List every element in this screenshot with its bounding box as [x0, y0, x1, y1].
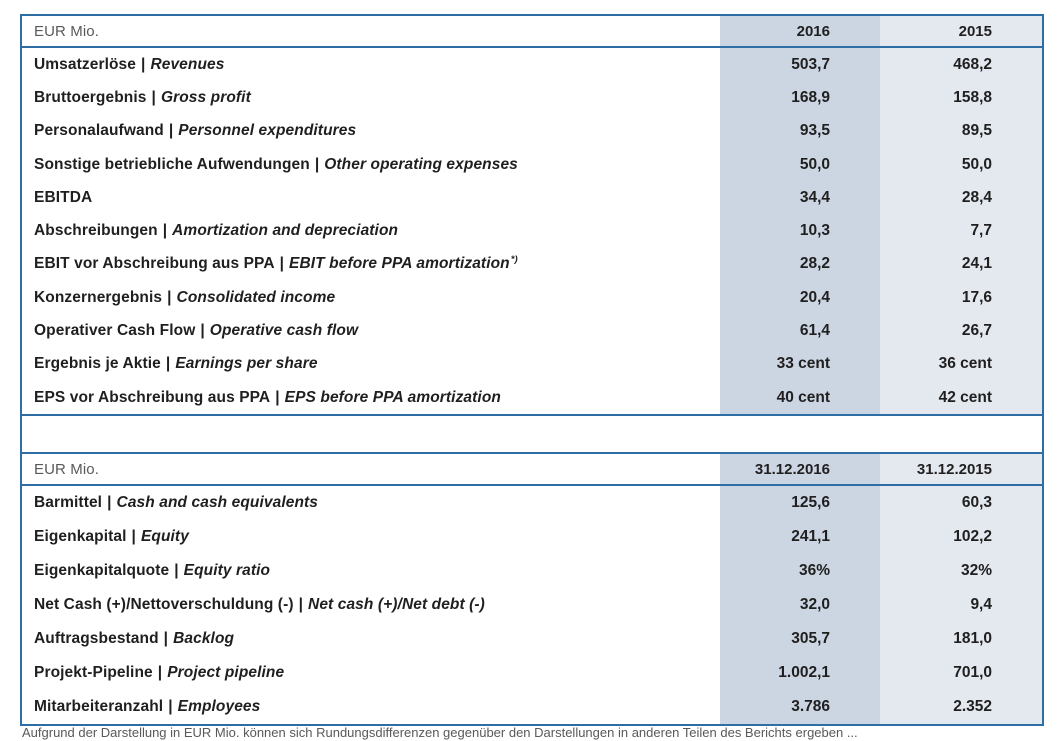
value-2015: 28,4: [880, 181, 1042, 214]
label-separator: |: [141, 55, 146, 73]
label-separator: |: [174, 562, 179, 580]
row-label-de: Eigenkapitalquote: [34, 562, 170, 580]
label-separator: |: [275, 388, 280, 406]
table-row: [22, 281, 1042, 314]
row-label-de: Projekt-Pipeline: [34, 664, 153, 682]
label-separator: |: [162, 222, 168, 240]
rounding-footnote: Aufgrund der Darstellung in EUR Mio. können sich Rundungsdifferenzen gegenüber den Darstellungen in anderen Teilen des Berichts ergeben ...: [22, 725, 858, 740]
value-31122015: 2.352: [880, 690, 1042, 724]
value-2015: 468,2: [880, 48, 1042, 81]
table-spacer-row: [22, 414, 1042, 454]
row-label-en: Amortization and depreciation: [172, 222, 399, 240]
value-2015: 42 cent: [880, 381, 1042, 414]
value-2016: 40 cent: [720, 381, 880, 414]
value-31122015: 9,4: [880, 588, 1042, 622]
label-separator: |: [298, 596, 304, 614]
value-31122016: 241,1: [720, 520, 880, 554]
row-label-en: Cash and cash equivalents: [116, 494, 319, 512]
table-row: [22, 588, 1042, 622]
table2-header-row: [22, 454, 1042, 486]
row-label-en: Equity ratio: [183, 562, 271, 580]
row-label-en: EPS before PPA amortization: [284, 388, 501, 406]
value-31122016: 3.786: [720, 690, 880, 724]
value-31122015: 102,2: [880, 520, 1042, 554]
row-label-en: Project pipeline: [167, 664, 285, 682]
value-2015: 89,5: [880, 115, 1042, 148]
value-2015: 7,7: [880, 214, 1042, 247]
value-2015: 36 cent: [880, 348, 1042, 381]
table-row: [22, 381, 1042, 414]
row-label-de: Barmittel: [34, 494, 103, 512]
table-row: [22, 520, 1042, 554]
value-2015: 17,6: [880, 281, 1042, 314]
table-row: [22, 115, 1042, 148]
value-2016: 34,4: [720, 181, 880, 214]
label-separator: |: [131, 528, 136, 546]
row-label-de: Personalaufwand: [34, 122, 164, 140]
label-separator: |: [163, 630, 169, 648]
table-row: [22, 622, 1042, 656]
table1-unit-label: EUR Mio.: [34, 22, 99, 40]
table1-column-header-2016: 2016: [720, 16, 880, 46]
label-separator: |: [279, 255, 285, 273]
value-2016: 28,2: [720, 248, 880, 281]
table-row: [22, 656, 1042, 690]
table-row: [22, 181, 1042, 214]
row-label-en: Personnel expenditures: [178, 122, 357, 140]
row-label-de: EBIT vor Abschreibung aus PPA: [34, 255, 275, 273]
row-label-de: Sonstige betriebliche Aufwendungen: [34, 155, 310, 173]
value-2016: 503,7: [720, 48, 880, 81]
table2-unit-label: EUR Mio.: [34, 460, 99, 478]
value-31122016: 36%: [720, 554, 880, 588]
table-row: [22, 48, 1042, 81]
label-separator: |: [200, 322, 205, 340]
value-31122015: 701,0: [880, 656, 1042, 690]
table-row: [22, 214, 1042, 247]
row-label-en: Employees: [177, 698, 261, 716]
label-separator: |: [168, 122, 174, 140]
table-row: [22, 486, 1042, 520]
row-label-en: Gross profit: [160, 88, 251, 106]
label-separator: |: [167, 288, 172, 306]
table-row: [22, 690, 1042, 724]
value-2015: 24,1: [880, 248, 1042, 281]
row-label-de: Eigenkapital: [34, 528, 127, 546]
label-separator: |: [168, 698, 173, 716]
value-2016: 10,3: [720, 214, 880, 247]
row-label-en: EBIT before PPA amortization: [289, 255, 510, 273]
table1-column-header-2015: 2015: [880, 16, 1042, 46]
row-label-en: Backlog: [173, 630, 235, 648]
row-label-de: Ergebnis je Aktie: [34, 355, 161, 373]
value-2016: 33 cent: [720, 348, 880, 381]
row-label-en: Other operating expenses: [324, 155, 518, 173]
row-label-de: Umsatzerlöse: [34, 55, 136, 73]
row-label-de: EBITDA: [34, 188, 93, 206]
value-2015: 158,8: [880, 81, 1042, 114]
table-row: [22, 248, 1042, 281]
row-label-en: Earnings per share: [175, 355, 318, 373]
row-label-en: Operative cash flow: [209, 322, 359, 340]
value-2016: 61,4: [720, 314, 880, 347]
row-label-de: Abschreibungen: [34, 222, 158, 240]
value-31122015: 181,0: [880, 622, 1042, 656]
row-label-en: Equity: [140, 528, 189, 546]
label-separator: |: [157, 664, 163, 682]
table-row: [22, 554, 1042, 588]
label-separator: |: [151, 88, 156, 106]
kpi-table: [20, 14, 1044, 726]
value-2016: 50,0: [720, 148, 880, 181]
label-separator: |: [165, 355, 171, 373]
table-row: [22, 81, 1042, 114]
row-label-de: Konzernergebnis: [34, 288, 163, 306]
value-2016: 93,5: [720, 115, 880, 148]
table2-column-header-31122016: 31.12.2016: [720, 454, 880, 484]
value-31122016: 1.002,1: [720, 656, 880, 690]
table-row: [22, 314, 1042, 347]
table1-header-row: [22, 16, 1042, 48]
value-31122016: 305,7: [720, 622, 880, 656]
row-label-de: Net Cash (+)/Nettoverschuldung (-): [34, 596, 294, 614]
row-label-de: Mitarbeiteranzahl: [34, 698, 164, 716]
value-31122016: 125,6: [720, 486, 880, 520]
label-separator: |: [314, 155, 320, 173]
footnote-marker: *): [510, 253, 518, 265]
value-31122016: 32,0: [720, 588, 880, 622]
row-label-en: Consolidated income: [176, 288, 336, 306]
table2-column-header-31122015: 31.12.2015: [880, 454, 1042, 484]
label-separator: |: [107, 494, 112, 512]
value-2015: 26,7: [880, 314, 1042, 347]
value-2016: 168,9: [720, 81, 880, 114]
value-2016: 20,4: [720, 281, 880, 314]
row-label-de: EPS vor Abschreibung aus PPA: [34, 388, 271, 406]
table-row: [22, 148, 1042, 181]
row-label-en: Revenues: [150, 55, 225, 73]
row-label-de: Bruttoergebnis: [34, 88, 147, 106]
row-label-en: Net cash (+)/Net debt (-): [308, 596, 485, 614]
table-row: [22, 348, 1042, 381]
row-label-de: Operativer Cash Flow: [34, 322, 196, 340]
value-31122015: 32%: [880, 554, 1042, 588]
value-31122015: 60,3: [880, 486, 1042, 520]
value-2015: 50,0: [880, 148, 1042, 181]
row-label-de: Auftragsbestand: [34, 630, 159, 648]
